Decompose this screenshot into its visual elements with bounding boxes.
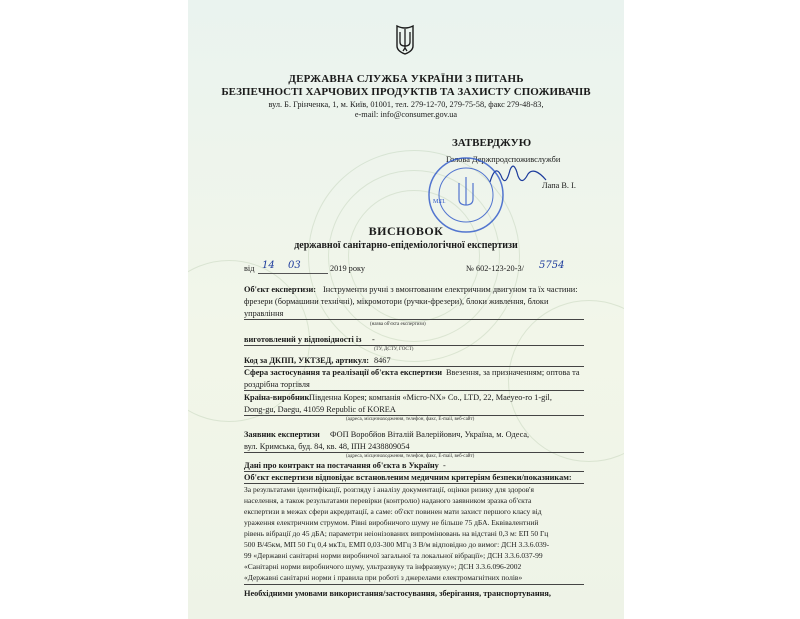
- criteria-line: «Санітарні норми виробничого шуму, ультразвуку та інфразвуку»; ДСН 3.3.6.096-2002: [244, 562, 522, 571]
- criteria-line: 500 В/45км, МП 50 Гц 0,4 мкТл, ЕМП 0,03-300 МГц 3 В/м відповідно до вимог: ДСН 3.3.6.039-: [244, 540, 550, 549]
- date-day: 14: [262, 260, 275, 271]
- criteria-line: «Державні санітарні норми і правила при роботі з джерелами електромагнітних полів»: [244, 573, 523, 582]
- scope-value-line2: роздрібна торгівля: [244, 380, 310, 389]
- document-number-handwritten: 5754: [539, 260, 565, 271]
- country-underline: [244, 415, 584, 416]
- agency-name-line1: ДЕРЖАВНА СЛУЖБА УКРАЇНИ З ПИТАНЬ: [288, 73, 524, 85]
- document-subtitle: державної санітарно-епідеміологічної експертизи: [294, 240, 518, 251]
- contract-underline: [244, 471, 584, 472]
- object-caption: (назва об'єкта експертизи): [370, 322, 426, 327]
- object-value-line1: Інструменти ручні з вмонтованим електричним двигуном та їх частини:: [323, 285, 578, 294]
- official-stamp: [426, 155, 506, 235]
- manufactured-caption: (ТУ, ДСТУ, ГОСТ): [374, 347, 414, 352]
- country-label: Країна-виробник: [244, 393, 310, 402]
- manufactured-label: виготовлений у відповідності із: [244, 335, 362, 344]
- stamp-mp-label: М.П.: [433, 199, 446, 205]
- object-value-line3: управління: [244, 309, 284, 318]
- date-month: 03: [288, 260, 301, 271]
- object-label: Об'єкт експертизи:: [244, 285, 317, 294]
- scope-label: Сфера застосування та реалізації об'єкта експертизи: [244, 368, 443, 377]
- object-value-line2: фрезери (бормашини технічні), мікромотори (ручки-фрезери), блоки живлення, блоки: [244, 297, 549, 306]
- criteria-heading: Об'єкт експертизи відповідає встановленим медичним критеріям безпеки/показникам:: [244, 473, 572, 482]
- contract-value: -: [443, 461, 446, 470]
- conditions-heading: Необхідними умовами використання/застосування, зберігання, транспортування,: [244, 589, 551, 598]
- contract-label: Дані про контракт на постачання об'єкта в Україну: [244, 461, 439, 470]
- agency-email: e-mail: info@consumer.gov.ua: [354, 110, 458, 119]
- agency-name-line2: БЕЗПЕЧНОСТІ ХАРЧОВИХ ПРОДУКТІВ ТА ЗАХИСТУ СПОЖИВАЧІВ: [221, 86, 591, 98]
- country-caption: (адреса, місцезнаходження, телефон, факс, E-mail, веб-сайт): [346, 417, 475, 422]
- applicant-value-line1: ФОП Воробйов Віталій Валерійович, Україна, м. Одеса,: [330, 430, 530, 439]
- agency-address: вул. Б. Грінченка, 1, м. Київ, 01001, тел. 279-12-70, 279-75-58, факс 279-48-83,: [268, 100, 544, 109]
- approval-title: ЗАТВЕРДЖУЮ: [452, 137, 532, 149]
- criteria-underline: [244, 584, 584, 585]
- criteria-heading-underline: [244, 483, 584, 484]
- approval-position: Голова Держпродспоживслужби: [446, 155, 561, 164]
- document-title: ВИСНОВОК: [368, 224, 444, 238]
- applicant-label: Заявник експертизи: [244, 430, 320, 439]
- country-value-line1: Південна Корея; компанія «Micro-NX» Co., LTD, 22, Maeyeo-ro 1-gil,: [309, 393, 552, 402]
- code-value: 8467: [374, 356, 391, 365]
- applicant-caption: (адреса, місцезнаходження, телефон, факс, E-mail, веб-сайт): [346, 454, 475, 459]
- code-underline: [244, 366, 584, 367]
- applicant-value-line2: вул. Кримська, буд. 84, кв. 48, ІПН 2438809054: [244, 442, 410, 451]
- country-value-line2: Dong-gu, Daegu, 41059 Republic of KOREA: [244, 405, 396, 414]
- object-underline: [244, 319, 584, 320]
- date-year: 2019 року: [330, 264, 366, 273]
- criteria-line: 99 «Державні санітарні норми виробничої загальної та локальної вібрації»; ДСН 3.3.6.037-99: [244, 551, 543, 560]
- approval-signer: Лапа В. І.: [542, 181, 576, 190]
- criteria-line: За результатами ідентифікації, розгляду і аналізу документації, оцінки ризику для здоров'я: [244, 485, 534, 494]
- code-label: Код за ДКПП, УКТЗЕД, артикул:: [244, 356, 370, 365]
- criteria-line: ураження електричним струмом. Рівні виробничого шуму не більше 75 дБА. Еквівалентний: [244, 518, 539, 527]
- applicant-underline: [244, 452, 584, 453]
- criteria-line: населення, а також результатами перевірки (контролю) наданого заявником зразка об'єкта: [244, 496, 532, 505]
- scope-value-line1: Ввезення, за призначенням; оптова та: [446, 368, 580, 377]
- date-underline: [258, 273, 328, 274]
- coat-of-arms-icon: [394, 22, 416, 56]
- manufactured-value: -: [372, 335, 375, 344]
- manufactured-underline: [244, 345, 584, 346]
- date-prefix: від: [244, 264, 255, 273]
- document-number: № 602-123-20-3/: [466, 264, 524, 273]
- criteria-line: експертизи в межах сфери акредитації, а саме: об'єкт повинен мати захист першого класу від: [244, 507, 542, 516]
- criteria-line: рівень вібрації до 45 дБА; параметри неіонізованих випромінювань на відстані 0,3 м: ЕП 50 Гц: [244, 529, 549, 538]
- scope-underline: [244, 390, 584, 391]
